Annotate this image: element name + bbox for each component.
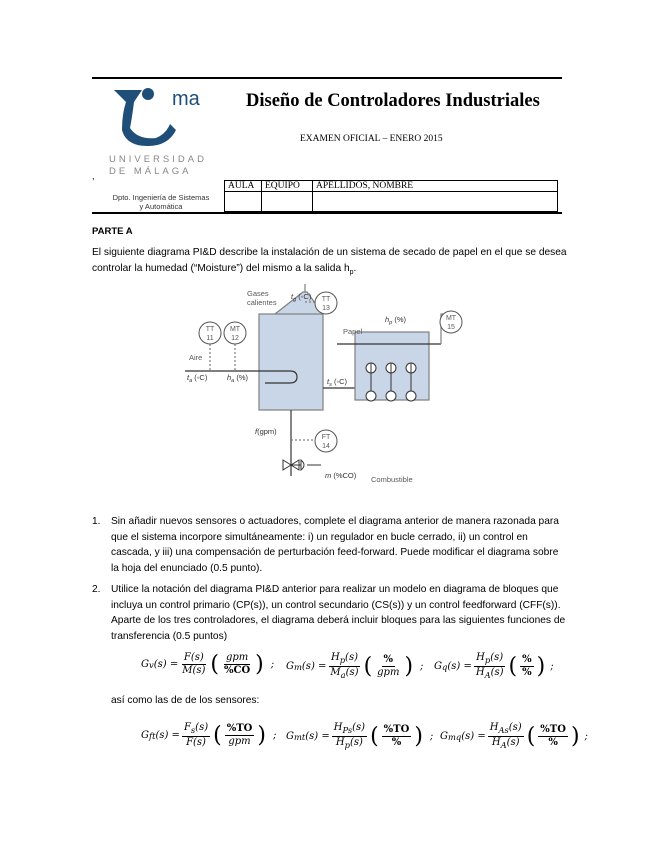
ft14-num: 14	[322, 443, 330, 450]
equation-gmt: G mt (s) = $\frac{H_{Ps}(s)}{H_p(s)}$ ( $\frac{\%TO}{\%}$ ) ;	[286, 722, 434, 750]
equipo-field[interactable]	[262, 192, 313, 212]
q1-line-2: que el sistema incorpore simultáneamente: i) un regulador en bucle cerrado, ii) un control en	[111, 531, 528, 543]
svg-text:f(gpm): f(gpm)	[255, 427, 277, 436]
q1-line-4: la hoja del enunciado (0.5 punto).	[111, 562, 263, 574]
q1-line-3: cascada, y iii) una compensación de perturbación feed-forward. Puede modificar el diagrama sobre	[111, 547, 559, 558]
q1-line-1: Sin añadir nuevos sensores o actuadores, complete el diagrama anterior de manera razonada para	[111, 516, 559, 527]
mt15-tag: MT	[445, 315, 457, 322]
nombre-field[interactable]	[313, 192, 558, 212]
question-1	[92, 514, 572, 576]
equation-gq: G q (s) = $\frac{H_p(s)}{H_A(s)}$ ( $\frac{\%}{\%}$ ) ;	[434, 652, 554, 680]
equation-gmq: G mq (s) = $\frac{H_{As}(s)}{H_A(s)}$ ( $\frac{\%TO}{\%}$ ) ;	[440, 722, 588, 750]
intro-line-1: El siguiente diagrama PI&D describe la instalación de un sistema de secado de papel en el que se desea	[92, 247, 567, 258]
intro-paragraph	[92, 245, 572, 280]
question-1-number: 1.	[92, 516, 101, 527]
intro-line-2	[92, 261, 572, 281]
department-name	[99, 193, 223, 211]
svg-text:ta (◦C): $t_a$ (◦C)	[187, 373, 208, 384]
svg-text:ha (%): $h_a$ (%)	[227, 373, 248, 384]
header-bottom-rule	[92, 212, 562, 214]
fuel-valve	[283, 460, 321, 470]
q2-line-4: transferencia (0.5 puntos)	[111, 630, 228, 642]
university-line-2: DE MÁLAGA	[109, 166, 192, 177]
intro-period: .	[353, 262, 357, 274]
student-info-table	[224, 180, 558, 212]
mt12-tag: MT	[229, 326, 241, 333]
page-title: Diseño de Controladores Industriales	[246, 91, 540, 111]
q2-line-3: Aparte de los tres controladores, el diagrama deberá incluir bloques para las siguientes funciones de	[111, 615, 566, 626]
aula-field[interactable]	[225, 192, 262, 212]
tt11-tag: TT	[205, 326, 215, 333]
pid-diagram	[185, 284, 485, 499]
dryer-vessel	[259, 314, 323, 410]
tt13-tag: TT	[321, 296, 331, 303]
stray-comma: ,	[92, 171, 95, 181]
tt13-num: 13	[322, 305, 330, 312]
aire-label: Aire	[189, 353, 203, 362]
svg-text:ts (◦C): $t_s$ (◦C)	[327, 377, 348, 388]
svg-text:hp (%): $h_p$ (%)	[385, 315, 406, 326]
university-line-1: UNIVERSIDAD	[109, 154, 207, 165]
q2-line-2: incluya un control primario (CP(s)), un control secundario (CS(s)) y un control feedforward (CFF(s)).	[111, 599, 561, 611]
table-header-nombre: APELLIDOS, NOMBRE	[313, 181, 558, 192]
sensors-intro: así como las de de los sensores:	[111, 695, 260, 706]
question-2-number: 2.	[92, 584, 101, 595]
university-name	[109, 154, 207, 178]
logo-text: ma	[172, 88, 200, 110]
mt15-num: 15	[447, 324, 455, 331]
svg-text:m (%CO): m (%CO)	[325, 471, 357, 480]
gases-label-2: calientes	[247, 298, 277, 307]
svg-text:tg (◦C): $t_g$ (◦C)	[291, 292, 312, 303]
papel-label: Papel	[343, 327, 363, 336]
intro-subscript: p	[349, 268, 354, 276]
exam-subtitle: EXAMEN OFICIAL – ENERO 2015	[300, 134, 443, 144]
question-2	[92, 582, 572, 644]
intro-line-2-text: controlar la humedad (“Moisture”) del mismo a la salida h	[92, 262, 350, 274]
equation-gft: G ft (s) = $\frac{F_s(s)}{F(s)}$ ( $\frac{\%TO}{\text{gpm}}$ ) ;	[141, 722, 277, 748]
ft14-tag: FT	[321, 434, 331, 441]
section-heading: PARTE A	[92, 226, 133, 237]
mt12-num: 12	[231, 335, 239, 342]
equation-gv: G v (s) = $\frac{F(s)}{M(s)}$ ( $\frac{\text{gpm}}{\%CO}$ ) ;	[141, 651, 275, 677]
combustible-label: Combustible	[371, 475, 413, 484]
department-line-2: y Automática	[139, 202, 183, 211]
table-header-equipo: EQUIPO	[262, 181, 313, 192]
q2-line-1: Utilice la notación del diagrama PI&D anterior para realizar un modelo en diagrama de bloques que	[111, 584, 559, 595]
department-line-1: Dpto. Ingeniería de Sistemas	[112, 193, 210, 202]
gases-label-1: Gases	[247, 289, 269, 298]
tt11-num: 11	[206, 335, 214, 342]
university-logo	[108, 84, 218, 149]
top-rule	[92, 77, 562, 79]
equation-gm: G m (s) = $\frac{H_p(s)}{M_a(s)}$ ( $\frac{\%}{\text{gpm}}$ ) ;	[286, 652, 424, 680]
table-header-aula: AULA	[225, 181, 262, 192]
